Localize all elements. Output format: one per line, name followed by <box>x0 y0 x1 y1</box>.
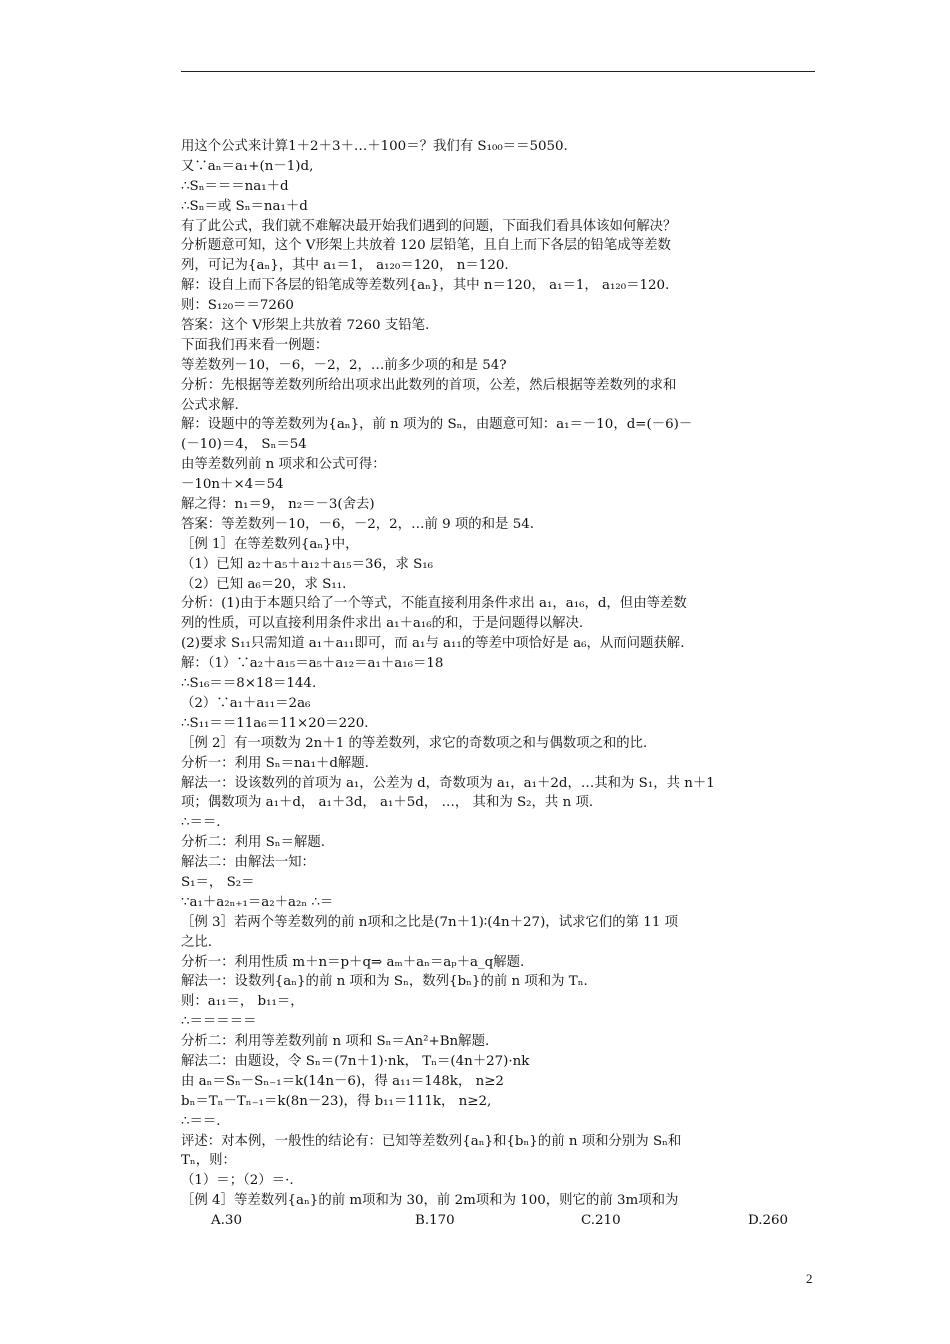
text-line: ∴＝＝＝＝＝ <box>181 1014 257 1030</box>
text-line: 解：（1）∵a₂＋a₁₅＝a₅＋a₁₂＝a₁＋a₁₆＝18 <box>181 656 444 672</box>
text-line: ∴S₁₆＝＝8×18＝144. <box>181 676 317 692</box>
text-line: 解：设自上而下各层的铅笔成等差数列{aₙ}，其中 n＝120， a₁＝1， a₁₂₀＝120. <box>181 278 670 294</box>
text-line: 有了此公式，我们就不难解决最开始我们遇到的问题，下面我们看具体该如何解决？ <box>181 218 677 234</box>
text-line: 解：设题中的等差数列为{aₙ}，前 n 项为的 Sₙ，由题意可知：a₁＝－10，d=(－6)－ <box>181 417 693 433</box>
text-line: （1）＝；（2）＝·. <box>181 1173 294 1189</box>
text-line: (2)要求 S₁₁只需知道 a₁＋a₁₁即可，而 a₁与 a₁₁的等差中项恰好是 a₆，从而问题获解. <box>181 636 685 652</box>
text-line: ∴Sₙ＝＝＝na₁＋d <box>181 178 289 194</box>
text-line: ［例 3］若两个等差数列的前 n项和之比是(7n＋1)∶(4n＋27)，试求它们的第 11 项 <box>181 914 678 930</box>
text-line: 下面我们再来看一例题： <box>181 337 329 353</box>
header-rule <box>181 71 815 72</box>
text-line: 列的性质，可以直接利用条件求出 a₁＋a₁₆的和，于是问题得以解决. <box>181 616 584 632</box>
text-line: ∴Sₙ＝或 Sₙ＝na₁＋d <box>181 198 308 214</box>
text-line: 之比. <box>181 934 213 950</box>
answer-choice: B.170 <box>415 1213 455 1229</box>
text-line: 公式求解. <box>181 397 239 413</box>
text-line: ∴S₁₁＝＝11a₆＝11×20＝220. <box>181 715 369 731</box>
text-line: 又∵aₙ＝a₁+(n－1)d, <box>181 158 314 174</box>
text-line: bₙ＝Tₙ－Tₙ₋₁＝k(8n－23)，得 b₁₁＝111k， n≥2, <box>181 1093 492 1109</box>
text-line: 分析：(1)由于本题只给了一个等式，不能直接利用条件求出 a₁，a₁₆，d，但由等差数 <box>181 596 687 612</box>
text-line: 解法一：设数列{aₙ}的前 n 项和为 Sₙ，数列{bₙ}的前 n 项和为 Tₙ. <box>181 974 588 990</box>
answer-choice: D.260 <box>748 1213 789 1229</box>
text-line: 则：S₁₂₀＝＝7260 <box>181 298 294 314</box>
text-line: 答案：这个 V形架上共放着 7260 支铅笔. <box>181 318 430 334</box>
text-line: S₁＝， S₂＝ <box>181 874 255 890</box>
text-line: ∴＝＝. <box>181 1113 221 1129</box>
text-line: （1）已知 a₂＋a₅＋a₁₂＋a₁₅＝36，求 S₁₆ <box>181 556 434 572</box>
text-line: 解法二：由解法一知： <box>181 855 315 871</box>
text-line: ［例 1］在等差数列{aₙ}中， <box>181 536 359 552</box>
text-line: ［例 2］有一项数为 2n＋1 的等差数列，求它的奇数项之和与偶数项之和的比. <box>181 735 648 751</box>
text-line: 由 aₙ＝Sₙ－Sₙ₋₁＝k(14n－6)，得 a₁₁＝148k， n≥2 <box>181 1073 504 1089</box>
text-line: 解法二：由题设，令 Sₙ＝(7n＋1)·nk， Tₙ＝(4n＋27)·nk <box>181 1053 530 1069</box>
text-line: ［例 4］等差数列{aₙ}的前 m项和为 30，前 2m项和为 100，则它的前 3m项和为 <box>181 1193 679 1209</box>
text-line: －10n＋×4＝54 <box>181 477 284 493</box>
text-line: ∵a₁＋a₂ₙ₊₁＝a₂＋a₂ₙ ∴＝ <box>181 894 334 910</box>
answer-choice: A.30 <box>211 1213 242 1229</box>
text-line: 等差数列－10，－6，－2，2，…前多少项的和是 54? <box>181 357 507 373</box>
text-line: 答案：等差数列－10，－6，－2，2，…前 9 项的和是 54. <box>181 516 534 532</box>
text-line: 解之得：n₁＝9， n₂＝－3(舍去) <box>181 497 375 513</box>
text-line: 由等差数列前 n 项求和公式可得： <box>181 457 386 473</box>
text-line: 分析一：利用性质 m＋n＝p＋q⇒ aₘ＋aₙ＝aₚ＋a_q解题. <box>181 954 525 970</box>
text-line: 列，可记为{aₙ}，其中 a₁＝1， a₁₂₀＝120， n＝120. <box>181 258 509 274</box>
text-line: Tₙ，则： <box>181 1153 236 1169</box>
text-line: 评述：对本例，一般性的结论有：已知等差数列{aₙ}和{bₙ}的前 n 项和分别为 Sₙ和 <box>181 1133 682 1149</box>
text-line: 则：a₁₁＝， b₁₁＝， <box>181 994 304 1010</box>
text-line: 分析一：利用 Sₙ＝na₁＋d解题. <box>181 755 369 771</box>
text-line: 项；偶数项为 a₁＋d， a₁＋3d， a₁＋5d， …， 其和为 S₂，共 n 项. <box>181 795 594 811</box>
text-line: （2）∵a₁＋a₁₁＝2a₆ <box>181 695 311 711</box>
text-line: 分析：先根据等差数列所给出项求出此数列的首项，公差，然后根据等差数列的求和 <box>181 377 677 393</box>
text-line: （2）已知 a₆＝20，求 S₁₁. <box>181 576 347 592</box>
text-line: 用这个公式来计算1＋2＋3＋…＋100＝？我们有 S₁₀₀＝＝5050. <box>181 139 568 154</box>
text-line: (－10)＝4， Sₙ＝54 <box>181 437 307 453</box>
text-line: 分析题意可知，这个 V形架上共放着 120 层铅笔，且自上而下各层的铅笔成等差数 <box>181 238 671 254</box>
answer-choices <box>181 1211 831 1231</box>
text-line: ∴＝＝. <box>181 815 221 831</box>
text-line: 分析二：利用等差数列前 n 项和 Sₙ＝An²+Bn解题. <box>181 1034 490 1050</box>
text-line: 分析二：利用 Sₙ＝解题. <box>181 835 325 851</box>
document-body <box>181 137 831 1231</box>
answer-choice: C.210 <box>581 1213 621 1229</box>
text-line: 解法一：设该数列的首项为 a₁，公差为 d，奇数项为 a₁，a₁＋2d，…其和为 S₁，共 n＋1 <box>181 775 715 791</box>
page-number: 2 <box>806 1271 813 1286</box>
